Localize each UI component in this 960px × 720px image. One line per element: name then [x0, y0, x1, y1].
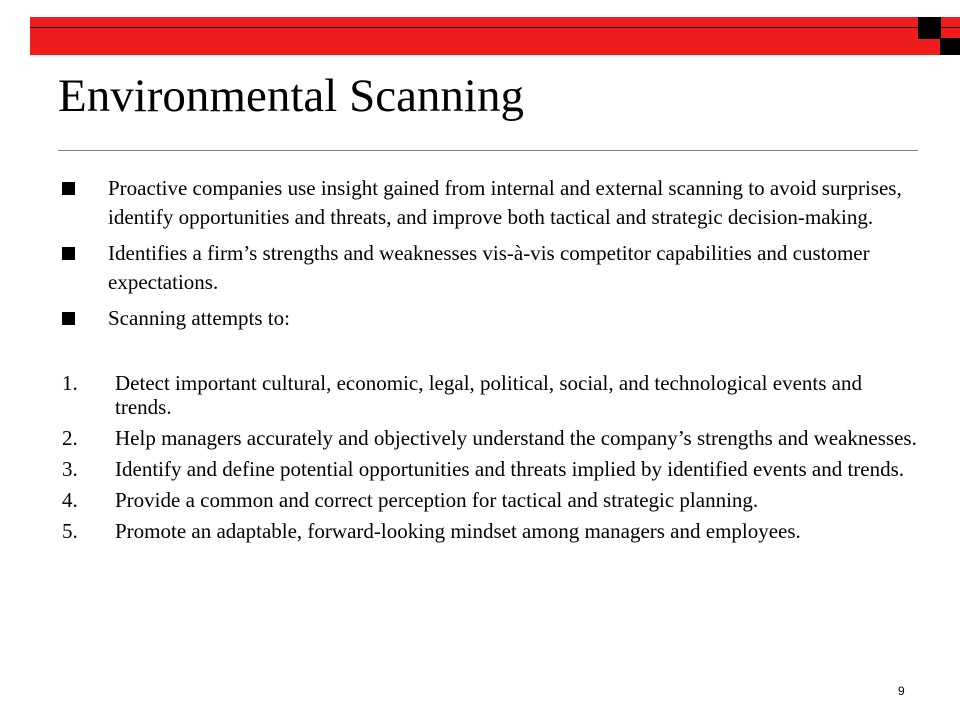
- bullet-text: Scanning attempts to:: [108, 306, 290, 330]
- bullet-item: [62, 174, 922, 232]
- numbered-item: [62, 457, 922, 481]
- item-number: 5.: [62, 519, 78, 543]
- item-number: 2.: [62, 426, 78, 450]
- square-bullet-icon: [62, 247, 75, 260]
- item-number: 1.: [62, 371, 78, 395]
- numbered-item: [62, 426, 922, 450]
- page-number: 9: [898, 684, 905, 698]
- header-corner-block: [918, 17, 941, 39]
- square-bullet-icon: [62, 182, 75, 195]
- item-text: Identify and define potential opportunities and threats implied by identified events and trends.: [115, 457, 905, 481]
- item-number: 3.: [62, 457, 78, 481]
- header-corner-square: [925, 40, 937, 52]
- numbered-item: [62, 519, 922, 543]
- numbered-list: [62, 371, 922, 550]
- bullet-text: Identifies a firm’s strengths and weaknesses vis-à-vis competitor capabilities and customer expectations.: [108, 241, 870, 294]
- item-text: Promote an adaptable, forward-looking mindset among managers and employees.: [115, 519, 801, 543]
- item-text: Help managers accurately and objectively understand the company’s strengths and weaknesses.: [115, 426, 917, 450]
- title-divider: [58, 150, 918, 151]
- item-text: Detect important cultural, economic, legal, political, social, and technological events and trends.: [115, 371, 862, 419]
- square-bullet-icon: [62, 312, 75, 325]
- header-bar-line: [30, 27, 960, 28]
- item-text: Provide a common and correct perception for tactical and strategic planning.: [115, 488, 759, 512]
- header-red-bar: [30, 17, 960, 55]
- bullet-list: [62, 174, 922, 340]
- numbered-item: [62, 488, 922, 512]
- numbered-item: [62, 371, 922, 419]
- bullet-item: [62, 239, 922, 297]
- header-corner-block-lower: [940, 38, 960, 55]
- bullet-text: Proactive companies use insight gained from internal and external scanning to avoid surprises, identify opportunities and threats, and improve both tactical and strategic decision-making.: [108, 176, 902, 229]
- item-number: 4.: [62, 488, 78, 512]
- slide-title: Environmental Scanning: [58, 70, 524, 122]
- bullet-item: [62, 304, 922, 333]
